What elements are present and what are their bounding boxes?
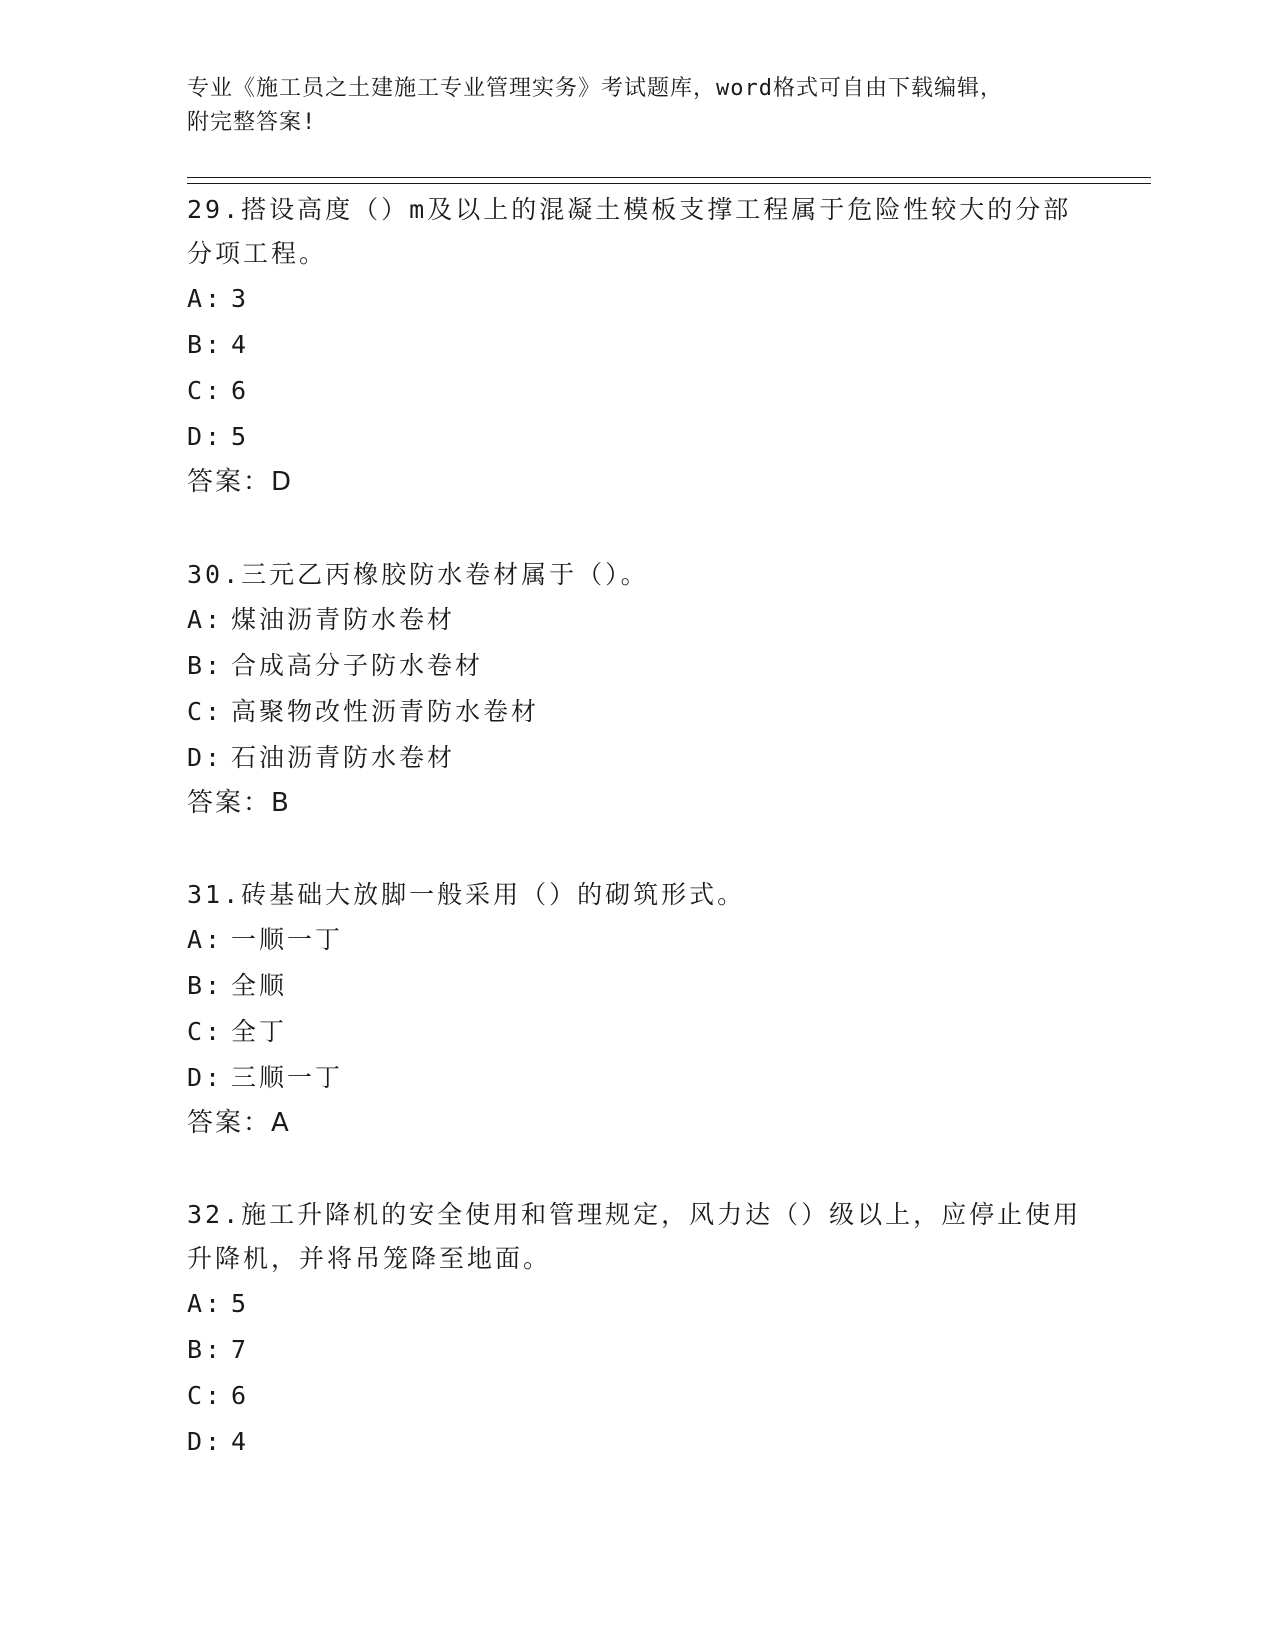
- option-letter: C:: [187, 1381, 224, 1410]
- option-a: [187, 597, 1087, 643]
- option-letter: D:: [187, 1427, 224, 1456]
- option-text: 一顺一丁: [231, 925, 344, 954]
- option-letter: B:: [187, 1335, 224, 1364]
- option-b: [187, 963, 1087, 1009]
- option-c: [187, 368, 1087, 414]
- question-30: [187, 553, 1087, 825]
- header-divider-bottom: [187, 183, 1151, 184]
- option-text: 全顺: [231, 971, 288, 1000]
- option-letter: A:: [187, 925, 224, 954]
- option-d: [187, 1419, 1087, 1465]
- option-d: [187, 1055, 1087, 1101]
- option-text: 7: [231, 1335, 250, 1364]
- option-letter: A:: [187, 605, 224, 634]
- option-text: 合成高分子防水卷材: [231, 651, 484, 680]
- option-c: [187, 1373, 1087, 1419]
- option-letter: D:: [187, 422, 224, 451]
- option-letter: C:: [187, 697, 224, 726]
- document-header: [187, 72, 1067, 140]
- answer-line: 答案：A: [187, 1108, 291, 1138]
- option-letter: B:: [187, 971, 224, 1000]
- option-text: 4: [231, 1427, 250, 1456]
- question-text: 30.三元乙丙橡胶防水卷材属于（）。: [187, 560, 649, 589]
- option-letter: A:: [187, 1289, 224, 1318]
- option-a: [187, 917, 1087, 963]
- option-letter: A:: [187, 284, 224, 313]
- option-b: [187, 1327, 1087, 1373]
- option-text: 6: [231, 376, 250, 405]
- option-letter: B:: [187, 651, 224, 680]
- question-29: [187, 188, 1087, 504]
- answer-line: 答案：B: [187, 788, 291, 818]
- question-text: 29.搭设高度（）m及以上的混凝土模板支撑工程属于危险性较大的分部分项工程。: [187, 195, 1072, 268]
- answer-line: 答案：D: [187, 467, 294, 497]
- option-letter: D:: [187, 743, 224, 772]
- option-letter: C:: [187, 1017, 224, 1046]
- option-a: [187, 276, 1087, 322]
- option-b: [187, 322, 1087, 368]
- option-d: [187, 735, 1087, 781]
- option-text: 3: [231, 284, 250, 313]
- question-32: [187, 1193, 1087, 1465]
- option-text: 4: [231, 330, 250, 359]
- option-text: 石油沥青防水卷材: [231, 743, 456, 772]
- question-text: 32.施工升降机的安全使用和管理规定，风力达（）级以上，应停止使用升降机，并将吊笼降至地面。: [187, 1200, 1082, 1273]
- header-line-2: 附完整答案!: [187, 110, 317, 135]
- question-31: [187, 873, 1087, 1145]
- option-text: 6: [231, 1381, 250, 1410]
- option-letter: D:: [187, 1063, 224, 1092]
- option-text: 5: [231, 422, 250, 451]
- option-a: [187, 1281, 1087, 1327]
- option-d: [187, 414, 1087, 460]
- header-line-1: 专业《施工员之土建施工专业管理实务》考试题库，word格式可自由下载编辑，: [187, 76, 1003, 101]
- option-c: [187, 689, 1087, 735]
- header-divider-top: [187, 177, 1151, 178]
- option-text: 煤油沥青防水卷材: [231, 605, 456, 634]
- option-text: 三顺一丁: [231, 1063, 344, 1092]
- option-letter: B:: [187, 330, 224, 359]
- option-b: [187, 643, 1087, 689]
- option-c: [187, 1009, 1087, 1055]
- option-text: 高聚物改性沥青防水卷材: [231, 697, 540, 726]
- option-text: 全丁: [231, 1017, 288, 1046]
- option-text: 5: [231, 1289, 250, 1318]
- option-letter: C:: [187, 376, 224, 405]
- question-text: 31.砖基础大放脚一般采用（）的砌筑形式。: [187, 880, 746, 909]
